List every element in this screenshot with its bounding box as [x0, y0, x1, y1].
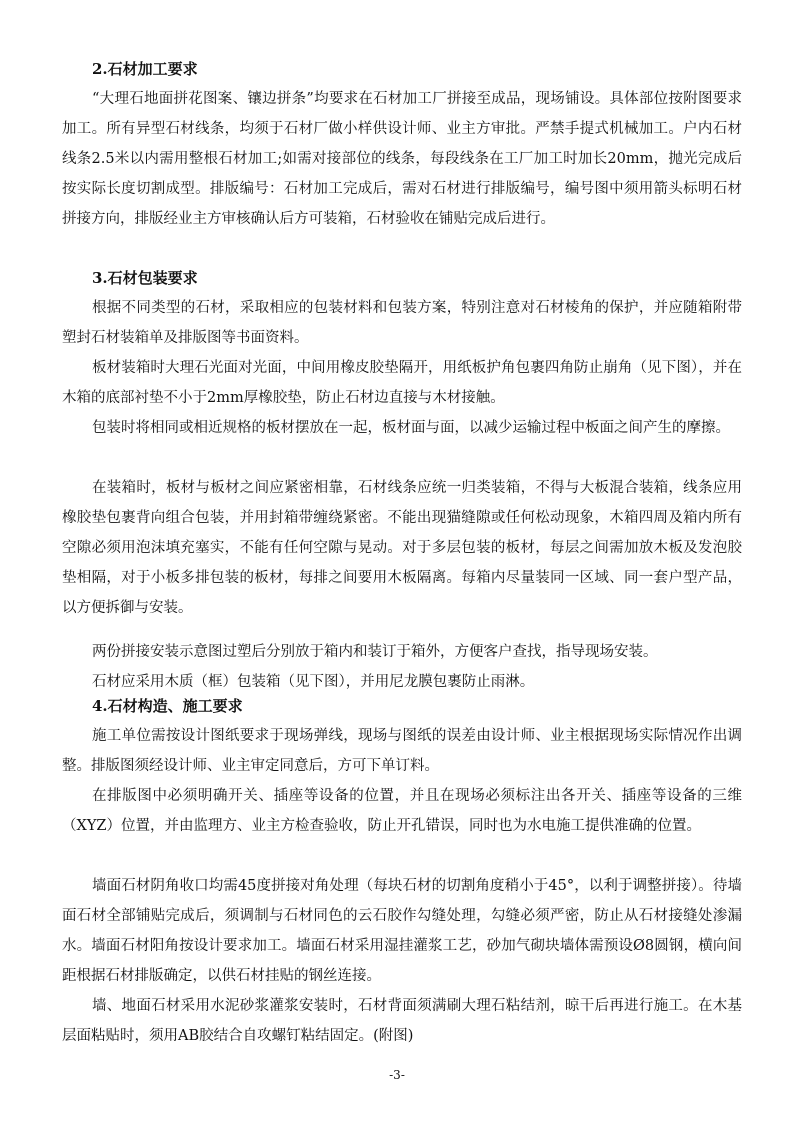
paragraph-same-spec-packing: 包装时将相同或相近规格的板材摆放在一起，板材面与面，以减少运输过程中板面之间产生的摩擦。 [92, 420, 730, 436]
paragraph-packaging-materials: 根据不同类型的石材，采取相应的包装材料和包装方案，特别注意对石材棱角的保护，并应随箱附带塑封石材装箱单及排版图等书面资料。 [62, 300, 742, 346]
section-heading-stone-packaging: 3.石材包装要求 [92, 269, 198, 287]
paragraph-wall-corners: 墙面石材阴角收口均需45度拼接对角处理（每块石材的切割角度稍小于45°，以利于调整拼接）。待墙面石材全部铺贴完成后，须调制与石材同色的云石胶作勾缝处理，勾缝必须严密，防止从石材接缝处渗漏水。墙面石材阳角按设计要求加工。墙面石材采用湿挂灌浆工艺，砂加气砌块墙体需预设Ø8圆钢，横向间距根据石材排版确定，以供石材挂贴的钢丝连接。 [62, 878, 742, 984]
paragraph-device-positions: 在排版图中必须明确开关、插座等设备的位置，并且在现场必须标注出各开关、插座等设备的三维（XYZ）位置，并由监理方、业主方检查验收，防止开孔错误，同时也为水电施工提供准确的位置。 [62, 788, 742, 834]
paragraph-board-boxing: 板材装箱时大理石光面对光面，中间用橡皮胶垫隔开，用纸板护角包裹四角防止崩角（见下图），并在木箱的底部衬垫不小于2mm厚橡胶垫，防止石材边直接与木材接触。 [62, 360, 742, 406]
page-number: -3- [389, 1068, 405, 1082]
section-heading-construction: 4.石材构造、施工要求 [92, 697, 243, 715]
paragraph-wooden-box: 石材应采用木质（框）包装箱（见下图），并用尼龙膜包裹防止雨淋。 [92, 674, 535, 690]
paragraph-site-marking: 施工单位需按设计图纸要求于现场弹线，现场与图纸的误差由设计师、业主根据现场实际情况作出调整。排版图须经设计师、业主审定同意后，方可下单订料。 [62, 728, 742, 774]
section-heading-stone-processing: 2.石材加工要求 [92, 60, 198, 78]
paragraph-mortar-installation: 墙、地面石材采用水泥砂浆灌浆安装时，石材背面须满刷大理石粘结剂，晾干后再进行施工。在木基层面粘贴时，须用AB胶结合自攻螺钉粘结固定。(附图) [62, 998, 742, 1044]
paragraph-box-filling: 在装箱时，板材与板材之间应紧密相靠，石材线条应统一归类装箱，不得与大板混合装箱，线条应用橡胶垫包裹背向组合包装，并用封箱带缠绕紧密。不能出现猫缝隙或任何松动现象，木箱四周及箱内所有空隙必须用泡沫填充塞实，不能有任何空隙与晃动。对于多层包装的板材，每层之间需加放木板及发泡胶垫相隔，对于小板多排包装的板材，每排之间要用木板隔离。每箱内尽量装同一区域、同一套户型产品，以方便拆御与安装。 [62, 480, 742, 616]
paragraph-stone-processing: “大理石地面拼花图案、镶边拼条”均要求在石材加工厂拼接至成品，现场铺设。具体部位按附图要求加工。所有异型石材线条，均须于石材厂做小样供设计师、业主方审批。严禁手提式机械加工。户内石材线条2.5米以内需用整根石材加工;如需对接部位的线条，每段线条在工厂加工时加长20mm，抛光完成后按实际长度切割成型。排版编号：石材加工完成后，需对石材进行排版编号，编号图中须用箭头标明石材拼接方向，排版经业主方审核确认后方可装箱，石材验收在铺贴完成后进行。 [62, 91, 742, 227]
paragraph-installation-diagram: 两份拼接安装示意图过塑后分别放于箱内和装订于箱外，方便客户查找，指导现场安装。 [92, 644, 658, 660]
